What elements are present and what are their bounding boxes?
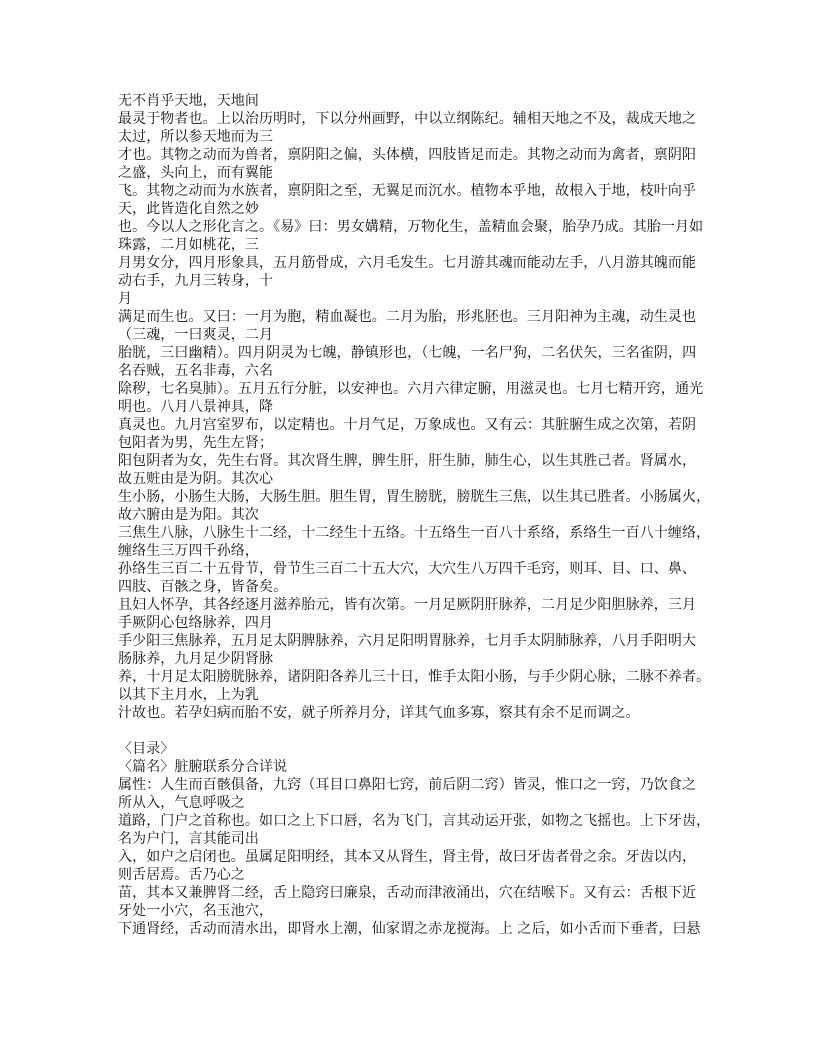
text-line: 肠脉养，九月足少阴肾脉	[118, 651, 274, 667]
text-line: 月男女分，四月形象具，五月筋骨成，六月毛发生。七月游其魂而能动左手，八月游其魄而能	[118, 255, 697, 271]
text-line: 道路，门户之首称也。如口之上下口唇，名为飞门，言其动运开张，如物之飞摇也。上下牙齿，	[118, 813, 711, 829]
text-line: 才也。其物之动而为兽者，禀阴阳之偏，头体横，四肢皆足而走。其物之动而为禽者，禀阴阳	[118, 147, 697, 163]
text-line: 汁故也。若孕妇病而胎不安，就子所养月分，详其气血多寡，察其有余不足而调之。	[118, 705, 640, 721]
text-line: 包阳者为男，先生左肾；	[118, 435, 274, 451]
text-line: 〈篇名〉脏腑联系分合详说	[118, 759, 288, 775]
text-line: 之盛，头向上，而有翼能	[118, 165, 274, 181]
text-line: 也。今以人之形化言之。《易》曰：男女媾精，万物化生，盖精血会聚，胎孕乃成。其胎一月如	[118, 219, 704, 235]
text-line: 属性：人生而百骸俱备，九窍（耳目口鼻阳七窍，前后阴二窍）皆灵，惟口之一窍，乃饮食之	[118, 777, 697, 793]
text-line: 养，十月足太阳膀胱脉养，诸阴阳各养儿三十日，惟手太阳小肠，与手少阴心脉，二脉不养者。	[118, 669, 711, 685]
text-line: （三魂，一曰爽灵，二月	[118, 327, 274, 343]
text-line: 孙络生三百二十五骨节，骨节生三百二十五大穴，大穴生八万四千毛窍，则耳、目、口、鼻、	[118, 561, 697, 577]
text-line: 名为户门，言其能司出	[118, 831, 259, 847]
text-line: 〈目录〉	[118, 741, 175, 757]
text-line: 天，此皆造化自然之妙	[118, 201, 259, 217]
text-line: 阳包阴者为女，先生右肾。其次肾生脾，脾生肝，肝生肺，肺生心，以生其胜己者。肾属水，	[118, 453, 697, 469]
text-line: 生小肠，小肠生大肠，大肠生胆。胆生胃，胃生膀胱，膀胱生三焦，以生其已胜者。小肠属火，	[118, 489, 711, 505]
text-line: 月	[118, 291, 133, 307]
document-body	[118, 92, 718, 938]
text-line: 太过，所以参天地而为三	[118, 129, 274, 145]
text-line: 名吞贼，五名非毒，六名	[118, 363, 274, 379]
text-line: 除秽，七名臭肺）。五月五行分脏，以安神也。六月六律定腑，用滋灵也。七月七精开窍，通光	[118, 381, 704, 397]
text-line: 且妇人怀孕，其各经逐月滋养胎元，皆有次第。一月足厥阴肝脉养，二月足少阳胆脉养，三月	[118, 597, 697, 613]
text-line: 所从入，气息呼吸之	[118, 795, 245, 811]
text-line: 入，如户之启闭也。虽属足阳明经，其本又从肾生，肾主骨，故曰牙齿者骨之余。牙齿以内，	[118, 849, 697, 865]
text-line: 以其下主月水，上为乳	[118, 687, 259, 703]
text-line: 胎胱，三曰幽精）。四月阴灵为七魄，静镇形也，（七魄，一名尸狗，二名伏矢，三名雀阴，四	[118, 345, 697, 361]
text-line: 手少阳三焦脉养，五月足太阴脾脉养，六月足阳明胃脉养，七月手太阴肺脉养，八月手阳明大	[118, 633, 697, 649]
text-line: 手厥阴心包络脉养，四月	[118, 615, 274, 631]
text-line: 动右手，九月三转身，十	[118, 273, 274, 289]
text-line: 最灵于物者也。上以治历明时，下以分州画野，中以立纲陈纪。辅相天地之不及，裁成天地之	[118, 111, 697, 127]
text-line: 下通肾经，舌动而清水出，即肾水上潮，仙家谓之赤龙搅海。上 之后，如小舌而下垂者，曰悬	[118, 921, 701, 937]
text-line: 飞。其物之动而为水族者，禀阴阳之至，无翼足而沉水。植物本乎地，故根入于地，枝叶向乎	[118, 183, 697, 199]
text-line: 故六腑由是为阳。其次	[118, 507, 259, 523]
text-line: 真灵也。九月宫室罗布，以定精也。十月气足，万象成也。又有云：其脏腑生成之次第，若阴	[118, 417, 697, 433]
text-line: 三焦生八脉，八脉生十二经，十二经生十五络。十五络生一百八十系络，系络生一百八十缠络，	[118, 525, 711, 541]
text-line: 无不肖乎天地，天地间	[118, 93, 259, 109]
blank-line	[118, 722, 718, 740]
text-line: 珠露，二月如桃花，三	[118, 237, 259, 253]
text-line: 满足而生也。又曰：一月为胞，精血凝也。二月为胎，形兆胚也。三月阳神为主魂，动生灵也	[118, 309, 697, 325]
text-line: 缠络生三万四千孙络，	[118, 543, 259, 559]
text-line: 明也。八月八景神具，降	[118, 399, 274, 415]
text-line: 则舌居焉。舌乃心之	[118, 867, 245, 883]
text-line: 故五赃由是为阴。其次心	[118, 471, 274, 487]
text-line: 苗，其本又兼脾肾二经，舌上隐窍曰廉泉，舌动而津液涌出，穴在结喉下。又有云：舌根下近	[118, 885, 697, 901]
text-line: 牙处一小穴，名玉池穴，	[118, 903, 274, 919]
text-line: 四肢、百骸之身，皆备矣。	[118, 579, 288, 595]
